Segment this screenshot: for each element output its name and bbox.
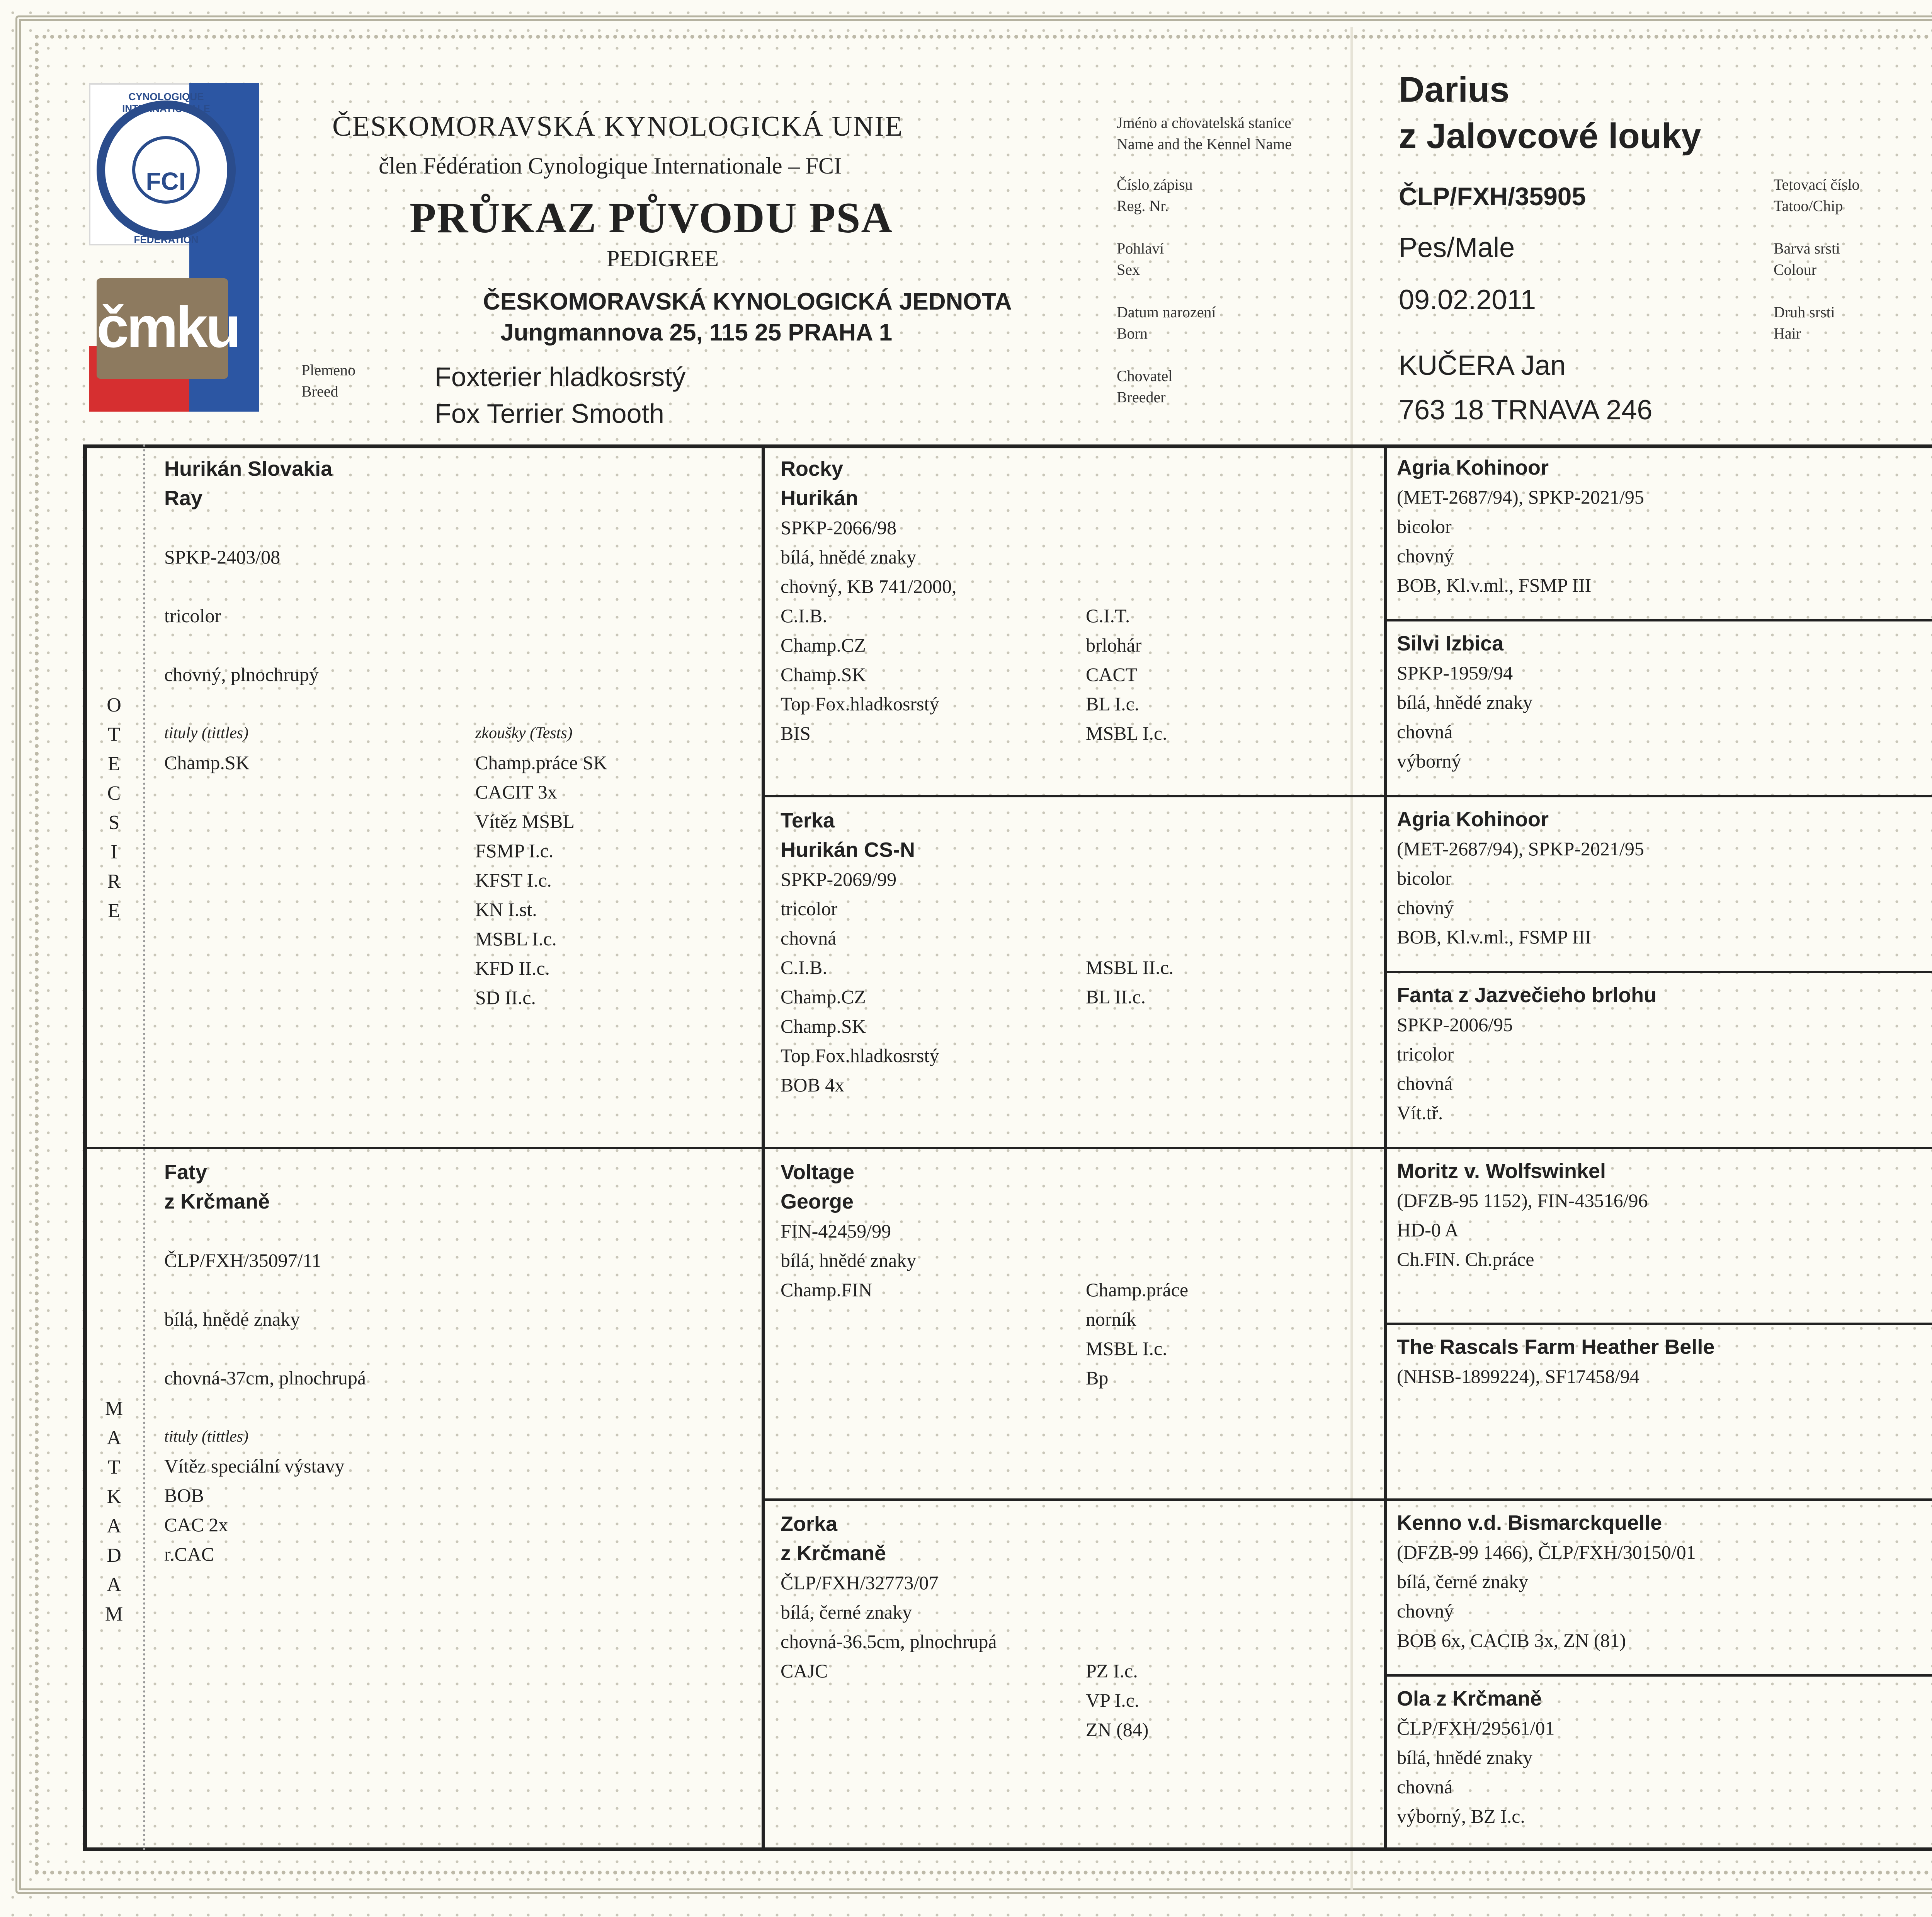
- gen2-line: SPKP-2066/98: [781, 517, 897, 538]
- gen3-cell: [1397, 1156, 1932, 1274]
- spacer: [164, 1275, 753, 1304]
- sire-test: SD II.c.: [475, 987, 536, 1008]
- gen2-title: Top Fox.hladkosrstý: [781, 693, 939, 715]
- gen2-line: bílá, černé znaky: [781, 1601, 912, 1623]
- sire-side-letter: C: [107, 782, 121, 804]
- gen2-titles-right: [1086, 953, 1173, 1011]
- gen3-line: chovná: [1397, 721, 1453, 742]
- gen2-name: Voltage: [781, 1161, 855, 1184]
- hair-label: Druh srsti Hair: [1774, 303, 1835, 342]
- gen2-name: Terka: [781, 809, 835, 832]
- dam-notes: chovná-37cm, plnochrupá: [164, 1367, 366, 1389]
- gen2-line: ČLP/FXH/32773/07: [781, 1572, 939, 1594]
- sire-colour: tricolor: [164, 605, 221, 627]
- spacer: [164, 572, 753, 601]
- gen3-line: chovný: [1397, 1600, 1454, 1622]
- gen3-line: Vít.tř.: [1397, 1102, 1443, 1124]
- sire-test: FSMP I.c.: [475, 840, 554, 861]
- gen3-cell: [1397, 629, 1932, 776]
- dam-side-letter: D: [107, 1544, 121, 1566]
- gen2-cell: [781, 454, 1379, 744]
- fci-logo-ring-bottom: FEDERATION: [134, 234, 199, 245]
- dog-name-line2: z Jalovcové louky: [1399, 116, 1701, 156]
- dam-title: BOB: [164, 1485, 204, 1506]
- sire-test: Champ.práce SK: [475, 752, 607, 773]
- gen2-titles-left: [781, 953, 939, 1100]
- sire-cell: [164, 454, 753, 777]
- gen2-title: CACT: [1086, 664, 1138, 685]
- sire-tests-label: zkoušky (Tests): [475, 724, 573, 742]
- gen2-titles-left: [781, 601, 939, 748]
- dam-titles-label: tituly (tittles): [164, 1428, 249, 1445]
- gen2-titles-left: [781, 1656, 828, 1685]
- gen2-title: MSBL I.c.: [1086, 1338, 1167, 1359]
- gen2-cell: [781, 1158, 1379, 1389]
- sex-label: Pohlaví Sex: [1117, 240, 1164, 278]
- gen2-title: Champ.práce: [1086, 1279, 1189, 1301]
- gen2-title: Champ.CZ: [781, 986, 866, 1008]
- sire-side-letter: O: [107, 694, 121, 716]
- dam-cell: [164, 1158, 753, 1569]
- gen3-line: výborný: [1397, 750, 1461, 772]
- dog-name-line1: Darius: [1399, 70, 1510, 109]
- gen3-name: Silvi Izbica: [1397, 632, 1504, 655]
- gen3-cell: [1397, 453, 1932, 600]
- dog-reg: ČLP/FXH/35905: [1399, 182, 1586, 211]
- sire-side-letter: I: [111, 841, 117, 863]
- sire-test: Vítěz MSBL: [475, 810, 575, 832]
- sire-titles-label: tituly (tittles): [164, 724, 249, 742]
- gen2-title: Champ.FIN: [781, 1279, 872, 1301]
- gen3-cell: [1397, 1332, 1932, 1391]
- gen2-title: VP I.c.: [1086, 1689, 1139, 1711]
- gen3-line: (NHSB-1899224), SF17458/94: [1397, 1365, 1639, 1387]
- gen2-title: C.I.T.: [1086, 605, 1130, 627]
- gen2-name: Hurikán: [781, 487, 859, 510]
- gen2-line: chovná: [781, 927, 837, 949]
- gen3-line: BOB, Kl.v.ml., FSMP III: [1397, 574, 1592, 596]
- breeder-name: KUČERA Jan: [1399, 350, 1566, 381]
- gen3-line: chovný: [1397, 545, 1454, 567]
- gen2-title: ZN (84): [1086, 1719, 1149, 1740]
- spacer: [164, 513, 753, 542]
- dam-side-letter: A: [107, 1574, 121, 1596]
- dam-side-label: [99, 1394, 129, 1629]
- gen3-line: chovný: [1397, 897, 1454, 918]
- gen3-name: Moritz v. Wolfswinkel: [1397, 1159, 1606, 1183]
- dam-colour: bílá, hnědé znaky: [164, 1308, 300, 1330]
- gen3-row-divider: [1385, 619, 1932, 621]
- gen3-cell: [1397, 981, 1932, 1127]
- gen2-title: C.I.B.: [781, 605, 827, 627]
- gen2-titles-right: [1086, 1275, 1188, 1393]
- gen3-line: bicolor: [1397, 867, 1452, 889]
- club-address: Jungmannova 25, 115 25 PRAHA 1: [500, 319, 893, 346]
- gen2-title: BL I.c.: [1086, 693, 1139, 715]
- document-title: PRŮKAZ PŮVODU PSA: [410, 194, 893, 242]
- gen2-line: chovná-36.5cm, plnochrupá: [781, 1631, 997, 1652]
- gen2-title: brlohár: [1086, 634, 1142, 656]
- gen3-line: (DFZB-95 1152), FIN-43516/96: [1397, 1190, 1648, 1211]
- spacer: [164, 689, 753, 718]
- org-name: ČESKOMORAVSKÁ KYNOLOGICKÁ UNIE: [332, 111, 903, 142]
- gen2-title: Champ.CZ: [781, 634, 866, 656]
- gen3-line: Ch.FIN. Ch.práce: [1397, 1248, 1534, 1270]
- gen2-title: C.I.B.: [781, 957, 827, 978]
- dam-side-letter: M: [105, 1603, 123, 1625]
- gen2-line: bílá, hnědé znaky: [781, 546, 917, 568]
- dam-reg: ČLP/FXH/35097/11: [164, 1250, 321, 1271]
- breed-label: Plemeno Breed: [301, 361, 355, 400]
- dam-title: CAC 2x: [164, 1514, 228, 1536]
- dam-side-letter: K: [107, 1486, 121, 1508]
- cmku-logo-text: čmku: [97, 295, 239, 359]
- gen3-line: BOB 6x, CACIB 3x, ZN (81): [1397, 1629, 1626, 1651]
- gen3-line: výborný, BZ I.c.: [1397, 1805, 1525, 1827]
- gen2-titles-left: [781, 1275, 872, 1304]
- gen2-title: BIS: [781, 722, 811, 744]
- gen2-line: FIN-42459/99: [781, 1220, 891, 1242]
- gen2-title: Champ.SK: [781, 1015, 866, 1037]
- spacer: [164, 1393, 753, 1422]
- gen2-title: Top Fox.hladkosrstý: [781, 1045, 939, 1066]
- reg-label: Číslo zápisu Reg. Nr.: [1117, 176, 1193, 215]
- gen2-line: chovný, KB 741/2000,: [781, 575, 957, 597]
- sire-reg: SPKP-2403/08: [164, 546, 281, 568]
- sire-test: CACIT 3x: [475, 781, 557, 803]
- sire-title: Champ.SK: [164, 752, 250, 773]
- gen3-line: SPKP-1959/94: [1397, 662, 1513, 684]
- gen2-title: MSBL II.c.: [1086, 957, 1174, 978]
- gen2-title: PZ I.c.: [1086, 1660, 1138, 1682]
- gen2-titles-right: [1086, 1656, 1148, 1744]
- gen2-title: Champ.SK: [781, 664, 866, 685]
- sire-side-label: [99, 691, 129, 926]
- gen3-cell: [1397, 1684, 1932, 1831]
- sire-side-letter: E: [108, 900, 120, 922]
- gen2-title: BOB 4x: [781, 1074, 845, 1096]
- dam-title: r.CAC: [164, 1543, 214, 1565]
- fci-logo-ring-top: CYNOLOGIQUE INTERNATIONALE: [122, 91, 210, 114]
- gen2-line: SPKP-2069/99: [781, 868, 897, 890]
- dog-born: 09.02.2011: [1399, 284, 1536, 315]
- gen3-row-divider: [1385, 1674, 1932, 1677]
- gen3-line: HD-0 A: [1397, 1219, 1459, 1241]
- gen3-line: SPKP-2006/95: [1397, 1014, 1513, 1035]
- colour-label: Barva srsti Colour: [1774, 240, 1840, 278]
- gen2-title: CAJC: [781, 1660, 828, 1682]
- gen3-row-divider: [1385, 1323, 1932, 1325]
- gen2-row-divider: [763, 1498, 1932, 1501]
- dam-name: Faty: [164, 1161, 207, 1184]
- gen3-cell: [1397, 805, 1932, 952]
- dam-side-letter: T: [108, 1456, 120, 1478]
- breeder-address: 763 18 TRNAVA 246: [1399, 395, 1653, 426]
- document-title-en: PEDIGREE: [607, 246, 719, 271]
- gen3-line: bílá, hnědé znaky: [1397, 691, 1533, 713]
- gen3-name: The Rascals Farm Heather Belle: [1397, 1335, 1715, 1359]
- gen3-line: (MET-2687/94), SPKP-2021/95: [1397, 838, 1644, 860]
- gen3-line: bílá, černé znaky: [1397, 1571, 1529, 1592]
- gen3-name: Fanta z Jazvečieho brlohu: [1397, 984, 1657, 1007]
- sire-name: Ray: [164, 487, 203, 510]
- sire-test: MSBL I.c.: [475, 928, 557, 950]
- gen3-line: (DFZB-99 1466), ČLP/FXH/30150/01: [1397, 1541, 1696, 1563]
- gen3-line: bicolor: [1397, 516, 1452, 537]
- gen2-name: Rocky: [781, 457, 844, 480]
- sire-side-letter: R: [107, 870, 121, 892]
- gen2-name: Zorka: [781, 1512, 838, 1536]
- gen2-cell: [781, 1509, 1379, 1740]
- gen3-name: Agria Kohinoor: [1397, 808, 1549, 831]
- dam-side-letter: A: [107, 1515, 121, 1537]
- sire-test: KFD II.c.: [475, 957, 550, 979]
- gen2-title: Bp: [1086, 1367, 1109, 1389]
- gen3-name: Kenno v.d. Bismarckquelle: [1397, 1511, 1662, 1534]
- spacer: [164, 1216, 753, 1246]
- gen2-cell: [781, 806, 1379, 1096]
- sire-notes: chovný, plnochrupý: [164, 664, 319, 685]
- sire-name: Hurikán Slovakia: [164, 457, 333, 480]
- sire-dam-divider: [83, 1147, 1932, 1149]
- gen2-line: tricolor: [781, 898, 838, 919]
- dog-sex: Pes/Male: [1399, 232, 1515, 263]
- gen2-name: George: [781, 1190, 854, 1213]
- sire-test: KN I.st.: [475, 899, 537, 920]
- breed-en: Fox Terrier Smooth: [435, 398, 664, 429]
- spacer: [164, 1334, 753, 1363]
- tattoo-label: Tetovací číslo Tatoo/Chip: [1774, 176, 1860, 215]
- spacer: [164, 630, 753, 660]
- gen3-name: Agria Kohinoor: [1397, 456, 1549, 479]
- gen3-line: BOB, Kl.v.ml., FSMP III: [1397, 926, 1592, 948]
- gen2-title: norník: [1086, 1308, 1136, 1330]
- gen2-name: z Krčmaně: [781, 1542, 886, 1565]
- gen3-line: (MET-2687/94), SPKP-2021/95: [1397, 486, 1644, 508]
- gen3-line: chovná: [1397, 1073, 1453, 1094]
- gen2-name: Hurikán CS-N: [781, 838, 915, 861]
- gen2-row-divider: [763, 795, 1932, 797]
- breeder-label: Chovatel Breeder: [1117, 367, 1173, 406]
- org-member: člen Fédération Cynologique Internationale – FCI: [379, 153, 842, 179]
- gen2-line: bílá, hnědé znaky: [781, 1250, 917, 1271]
- gen3-line: chovná: [1397, 1776, 1453, 1798]
- breed-cs: Foxterier hladkosrstý: [435, 362, 686, 392]
- gen2-title: MSBL I.c.: [1086, 722, 1167, 744]
- gen3-line: bílá, hnědé znaky: [1397, 1747, 1533, 1768]
- gen2-title: BL II.c.: [1086, 986, 1146, 1008]
- fci-logo: FCI: [97, 100, 236, 240]
- sire-tests: [475, 718, 607, 1012]
- club-name: ČESKOMORAVSKÁ KYNOLOGICKÁ JEDNOTA: [483, 288, 1012, 315]
- gen3-line: ČLP/FXH/29561/01: [1397, 1717, 1555, 1739]
- sire-side-letter: T: [108, 724, 120, 746]
- gen3-row-divider: [1385, 971, 1932, 973]
- dam-side-letter: M: [105, 1398, 123, 1420]
- dam-title: Vítěz speciální výstavy: [164, 1455, 345, 1477]
- sire-test: KFST I.c.: [475, 869, 552, 891]
- dam-side-letter: A: [107, 1427, 121, 1449]
- gen2-titles-right: [1086, 601, 1167, 748]
- sire-side-letter: S: [108, 812, 120, 834]
- dam-name: z Krčmaně: [164, 1190, 270, 1213]
- gen3-cell: [1397, 1508, 1932, 1655]
- name-label: Jméno a chovatelská stanice Name and the Kennel Name: [1117, 114, 1292, 153]
- gen3-line: tricolor: [1397, 1043, 1454, 1065]
- sire-side-letter: E: [108, 753, 120, 775]
- born-label: Datum narození Born: [1117, 303, 1216, 342]
- gen3-name: Ola z Krčmaně: [1397, 1687, 1542, 1710]
